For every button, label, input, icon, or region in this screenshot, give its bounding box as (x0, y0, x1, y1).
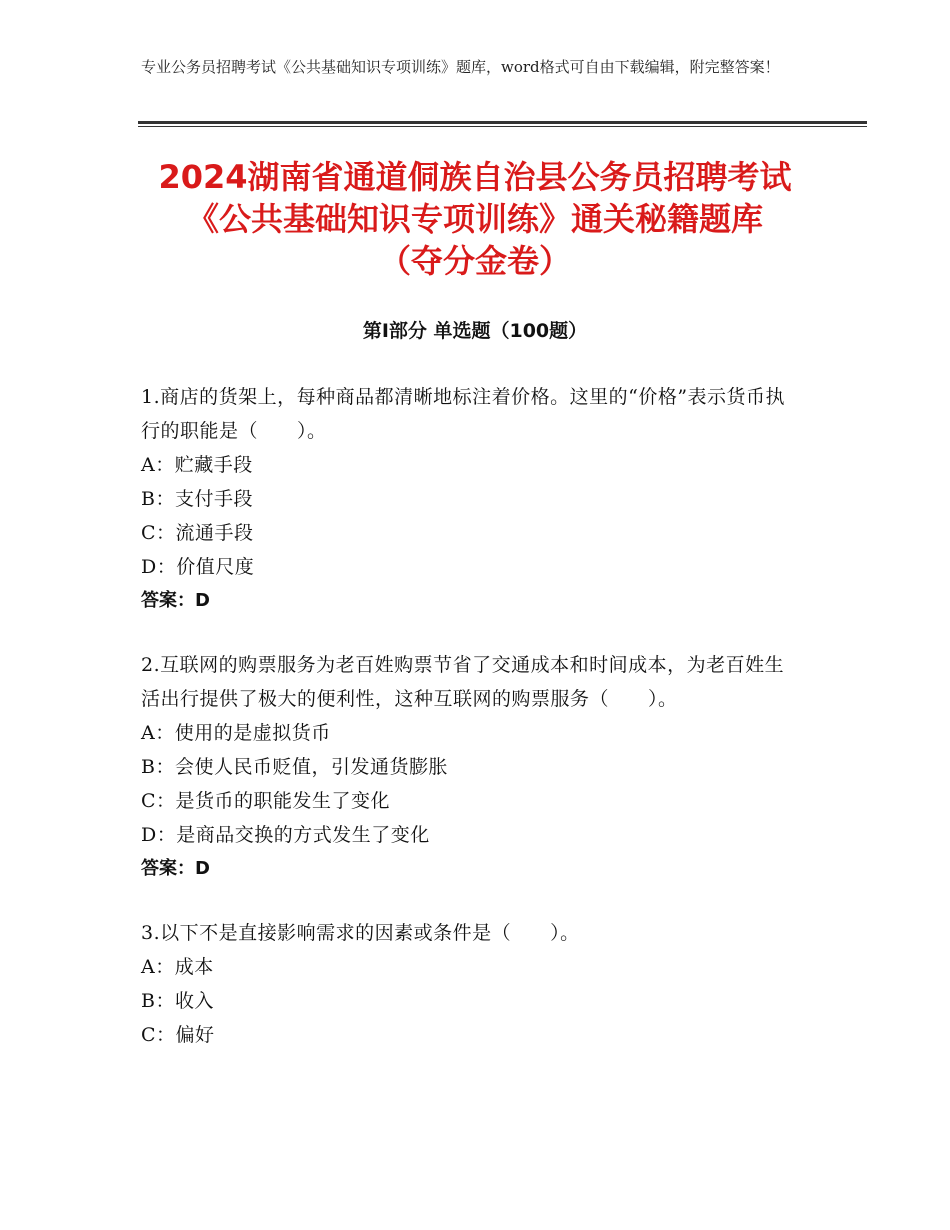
question-text: 1.商店的货架上，每种商品都清晰地标注着价格。这里的“价格”表示货币执行的职能是（ ）。 (141, 386, 786, 442)
title-line-3: （夺分金卷） (378, 242, 571, 280)
option-d: D：是商品交换的方式发生了变化 (141, 824, 430, 846)
header-divider-thin (138, 126, 867, 127)
question-1 (141, 380, 801, 618)
question-text: 2.互联网的购票服务为老百姓购票节省了交通成本和时间成本，为老百姓生活出行提供了极大的便利性，这种互联网的购票服务（ ）。 (141, 654, 785, 710)
answer: 答案：D (141, 858, 210, 879)
question-2 (141, 648, 801, 886)
document-title (60, 156, 890, 282)
option-a: A：成本 (141, 956, 214, 978)
header-divider-thick (138, 121, 867, 124)
option-c: C：是货币的职能发生了变化 (141, 790, 391, 812)
option-a: A：贮藏手段 (141, 454, 253, 476)
title-line-1: 2024湖南省通道侗族自治县公务员招聘考试 (158, 158, 792, 196)
question-list (141, 380, 801, 1082)
option-a: A：使用的是虚拟货币 (141, 722, 331, 744)
option-c: C：流通手段 (141, 522, 254, 544)
option-b: B：支付手段 (141, 488, 253, 510)
header-note: 专业公务员招聘考试《公共基础知识专项训练》题库，word格式可自由下载编辑，附完整答案！ (141, 58, 780, 76)
option-b: B：收入 (141, 990, 214, 1012)
section-heading: 第Ⅰ部分 单选题（100题） (362, 320, 588, 342)
question-text: 3.以下不是直接影响需求的因素或条件是（ ）。 (141, 922, 580, 944)
answer: 答案：D (141, 590, 210, 611)
question-3 (141, 916, 801, 1052)
option-c: C：偏好 (141, 1024, 215, 1046)
title-line-2: 《公共基础知识专项训练》通关秘籍题库 (186, 200, 763, 238)
option-b: B：会使人民币贬值，引发通货膨胀 (141, 756, 448, 778)
option-d: D：价值尺度 (141, 556, 255, 578)
